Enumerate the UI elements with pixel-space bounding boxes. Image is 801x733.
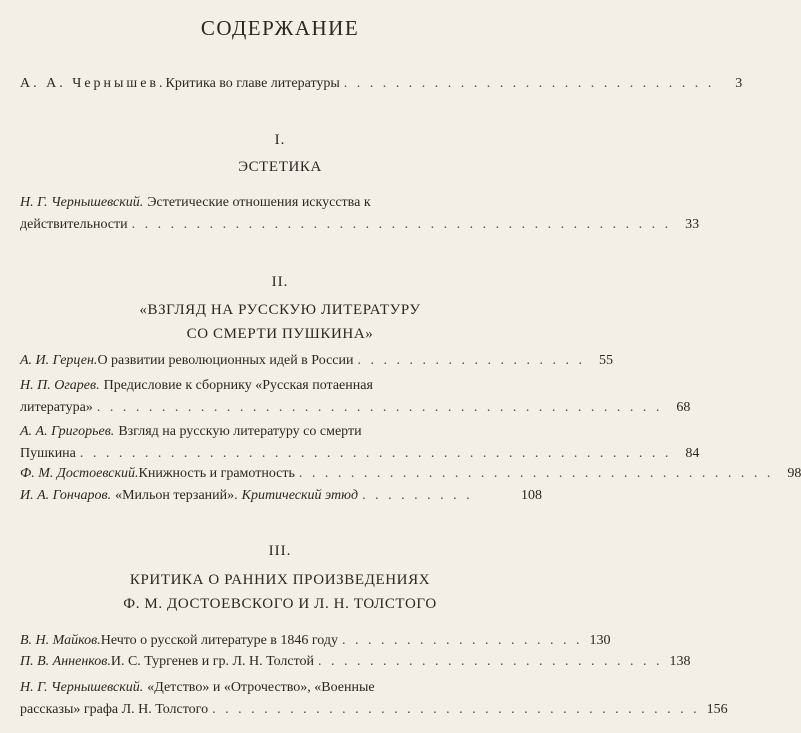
dot-leader: . . . . . . . . . xyxy=(362,488,473,503)
dot-leader: . . . . . . . . . . . . . . . . . . . . . . . . . . . . . . . . . . . . . xyxy=(298,466,774,481)
dot-leader: . . . . . . . . . . . . . . . . . . . . . . . . . . . . . . . . . . . . . . . . . . . . xyxy=(96,400,663,415)
toc-entry[interactable] xyxy=(20,485,542,507)
toc-entry-intro[interactable] xyxy=(20,73,743,95)
entry-page: 138 xyxy=(669,654,691,669)
section-title-line: КРИТИКА О РАННИХ ПРОИЗВЕДЕНИЯХ xyxy=(129,572,431,588)
entry-title: Взгляд на русскую литературу со смерти xyxy=(118,424,362,439)
section-title xyxy=(0,298,560,346)
section-title-line: ЭСТЕТИКА xyxy=(238,159,322,175)
entry-author: Н. Г. Чернышевский. xyxy=(20,195,144,210)
dot-leader: . . . . . . . . . . . . . . . . . . . . . . . . . . . . . xyxy=(343,76,715,91)
dot-leader: . . . . . . . . . . . . . . . . . . . xyxy=(342,633,583,648)
dot-leader: . . . . . . . . . . . . . . . . . . . . . . . . . . . . . . . . . . . . . . . . . . xyxy=(131,217,672,232)
entry-author: А. А. Григорьев. xyxy=(20,424,115,439)
entry-title: О развитии революционных идей в России xyxy=(97,353,354,368)
entry-author: Н. Г. Чернышевский. xyxy=(20,680,144,695)
toc-entry[interactable] xyxy=(20,630,611,652)
entry-title: Эстетические отношения искусства к xyxy=(147,195,371,210)
entry-subtitle: Критический этюд xyxy=(241,488,359,503)
section-number: III. xyxy=(268,543,292,559)
toc-entry[interactable] xyxy=(20,375,691,419)
section-number: II. xyxy=(271,274,289,290)
section-title xyxy=(0,568,560,616)
entry-title-cont: Пушкина xyxy=(20,446,76,461)
entry-author: В. Н. Майков. xyxy=(20,633,101,648)
entry-page: 3 xyxy=(735,76,743,91)
entry-author: Н. П. Огарев. xyxy=(20,378,100,393)
entry-page: 108 xyxy=(521,488,542,503)
entry-page: 68 xyxy=(676,400,691,415)
entry-author: Ф. М. Достоевский. xyxy=(20,466,139,481)
entry-title: Критика во главе литературы xyxy=(165,76,340,91)
entry-title: Предисловие к сборнику «Русская потаенная xyxy=(103,378,373,393)
entry-title: Книжность и грамотность xyxy=(138,466,295,481)
entry-page: 33 xyxy=(685,217,700,232)
entry-page: 84 xyxy=(685,446,700,461)
entry-author: А. И. Герцен. xyxy=(20,353,98,368)
entry-author: И. А. Гончаров. xyxy=(20,488,112,503)
section-title-line: Ф. М. ДОСТОЕВСКОГО И Л. Н. ТОЛСТОГО xyxy=(123,596,437,612)
dot-leader: . . . . . . . . . . . . . . . . . . . . . . . . . . . xyxy=(318,654,663,669)
dot-leader: . . . . . . . . . . . . . . . . . . xyxy=(357,353,585,368)
entry-page: 55 xyxy=(599,353,613,368)
toc-entry[interactable] xyxy=(20,192,700,236)
entry-page: 98 xyxy=(787,466,801,481)
entry-page: 156 xyxy=(706,702,728,717)
toc-entry[interactable] xyxy=(20,421,700,465)
dot-leader: . . . . . . . . . . . . . . . . . . . . . . . . . . . . . . . . . . . . . . xyxy=(212,702,700,717)
section-number: I. xyxy=(274,132,286,148)
section-title xyxy=(0,155,560,179)
entry-title-cont: действительности xyxy=(20,217,128,232)
section-title-line: СО СМЕРТИ ПУШКИНА» xyxy=(186,326,374,342)
page-title: СОДЕРЖАНИЕ xyxy=(200,16,360,40)
dot-leader: . . . . . . . . . . . . . . . . . . . . . . . . . . . . . . . . . . . . . . . . . . . . . . xyxy=(79,446,672,461)
entry-page: 130 xyxy=(589,633,611,648)
entry-title: «Детство» и «Отрочество», «Военные xyxy=(147,680,375,695)
toc-entry[interactable] xyxy=(20,651,691,673)
entry-title-cont: литература» xyxy=(20,400,93,415)
entry-author: А. А. Чернышев. xyxy=(20,76,166,91)
toc-entry[interactable] xyxy=(20,463,801,485)
toc-entry[interactable] xyxy=(20,677,728,721)
entry-author: П. В. Анненков. xyxy=(20,654,111,669)
section-title-line: «ВЗГЛЯД НА РУССКУЮ ЛИТЕРАТУРУ xyxy=(139,302,421,318)
entry-title-cont: рассказы» графа Л. Н. Толстого xyxy=(20,702,209,717)
toc-entry[interactable] xyxy=(20,350,613,372)
entry-title: Нечто о русской литературе в 1846 году xyxy=(100,633,339,648)
entry-title: «Мильон терзаний». xyxy=(115,488,238,503)
entry-title: И. С. Тургенев и гр. Л. Н. Толстой xyxy=(110,654,315,669)
